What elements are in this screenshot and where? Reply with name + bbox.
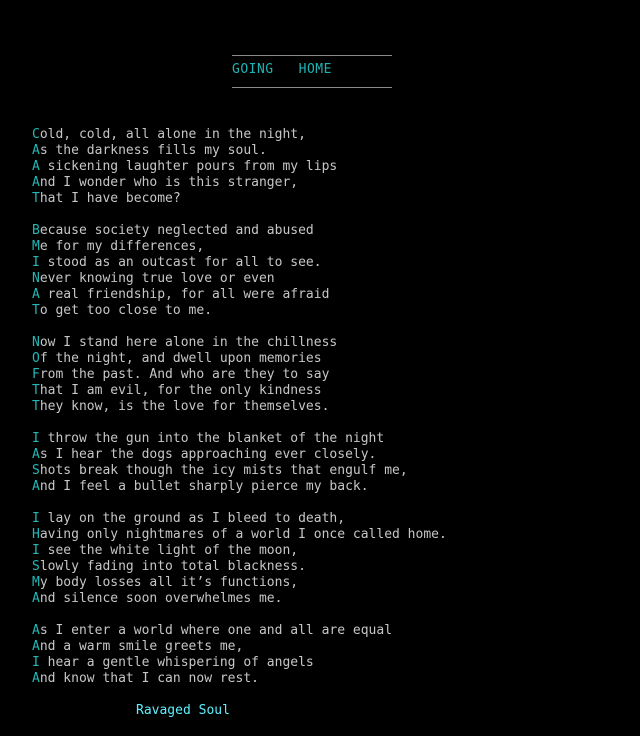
poem-line: Cold, cold, all alone in the night, xyxy=(32,127,306,142)
poem-line: As I hear the dogs approaching ever closely. xyxy=(32,447,377,462)
poem-line: They know, is the love for themselves. xyxy=(32,399,330,414)
poem-line: Of the night, and dwell upon memories xyxy=(32,351,322,366)
title-top-rule xyxy=(232,55,392,56)
poem-line: Having only nightmares of a world I once called home. xyxy=(32,527,447,542)
poem-line: And I wonder who is this stranger, xyxy=(32,175,299,190)
poem-line: To get too close to me. xyxy=(32,303,213,318)
stanza xyxy=(32,127,632,207)
poem-line: A real friendship, for all were afraid xyxy=(32,287,330,302)
poem-signature: Ravaged Soul xyxy=(136,703,230,718)
poem-body xyxy=(32,127,632,703)
stanza xyxy=(32,623,632,687)
poem-line: I throw the gun into the blanket of the night xyxy=(32,431,385,446)
poem-line: And a warm smile greets me, xyxy=(32,639,244,654)
poem-line: And I feel a bullet sharply pierce my back. xyxy=(32,479,369,494)
poem-line: Never knowing true love or even xyxy=(32,271,275,286)
title-bottom-rule xyxy=(232,87,392,88)
poem-line: My body losses all it’s functions, xyxy=(32,575,299,590)
stanza xyxy=(32,431,632,495)
poem-line: As the darkness fills my soul. xyxy=(32,143,267,158)
poem-title: GOING HOME xyxy=(232,62,332,77)
poem-line: I see the white light of the moon, xyxy=(32,543,299,558)
poem-line: From the past. And who are they to say xyxy=(32,367,330,382)
poem-line: I stood as an outcast for all to see. xyxy=(32,255,322,270)
poem-line: I hear a gentle whispering of angels xyxy=(32,655,314,670)
poem-line: And know that I can now rest. xyxy=(32,671,259,686)
poem-line: Because society neglected and abused xyxy=(32,223,314,238)
poem-line: Now I stand here alone in the chillness xyxy=(32,335,338,350)
poem-line: Shots break though the icy mists that engulf me, xyxy=(32,463,408,478)
poem-line: That I have become? xyxy=(32,191,181,206)
poem-line: As I enter a world where one and all are equal xyxy=(32,623,393,638)
poem-line: And silence soon overwhelmes me. xyxy=(32,591,283,606)
stanza xyxy=(32,335,632,415)
stanza xyxy=(32,511,632,607)
stanza xyxy=(32,223,632,319)
poem-line: That I am evil, for the only kindness xyxy=(32,383,322,398)
poem-line: I lay on the ground as I bleed to death, xyxy=(32,511,346,526)
poem-line: A sickening laughter pours from my lips xyxy=(32,159,338,174)
poem-line: Me for my differences, xyxy=(32,239,205,254)
poem-line: Slowly fading into total blackness. xyxy=(32,559,306,574)
